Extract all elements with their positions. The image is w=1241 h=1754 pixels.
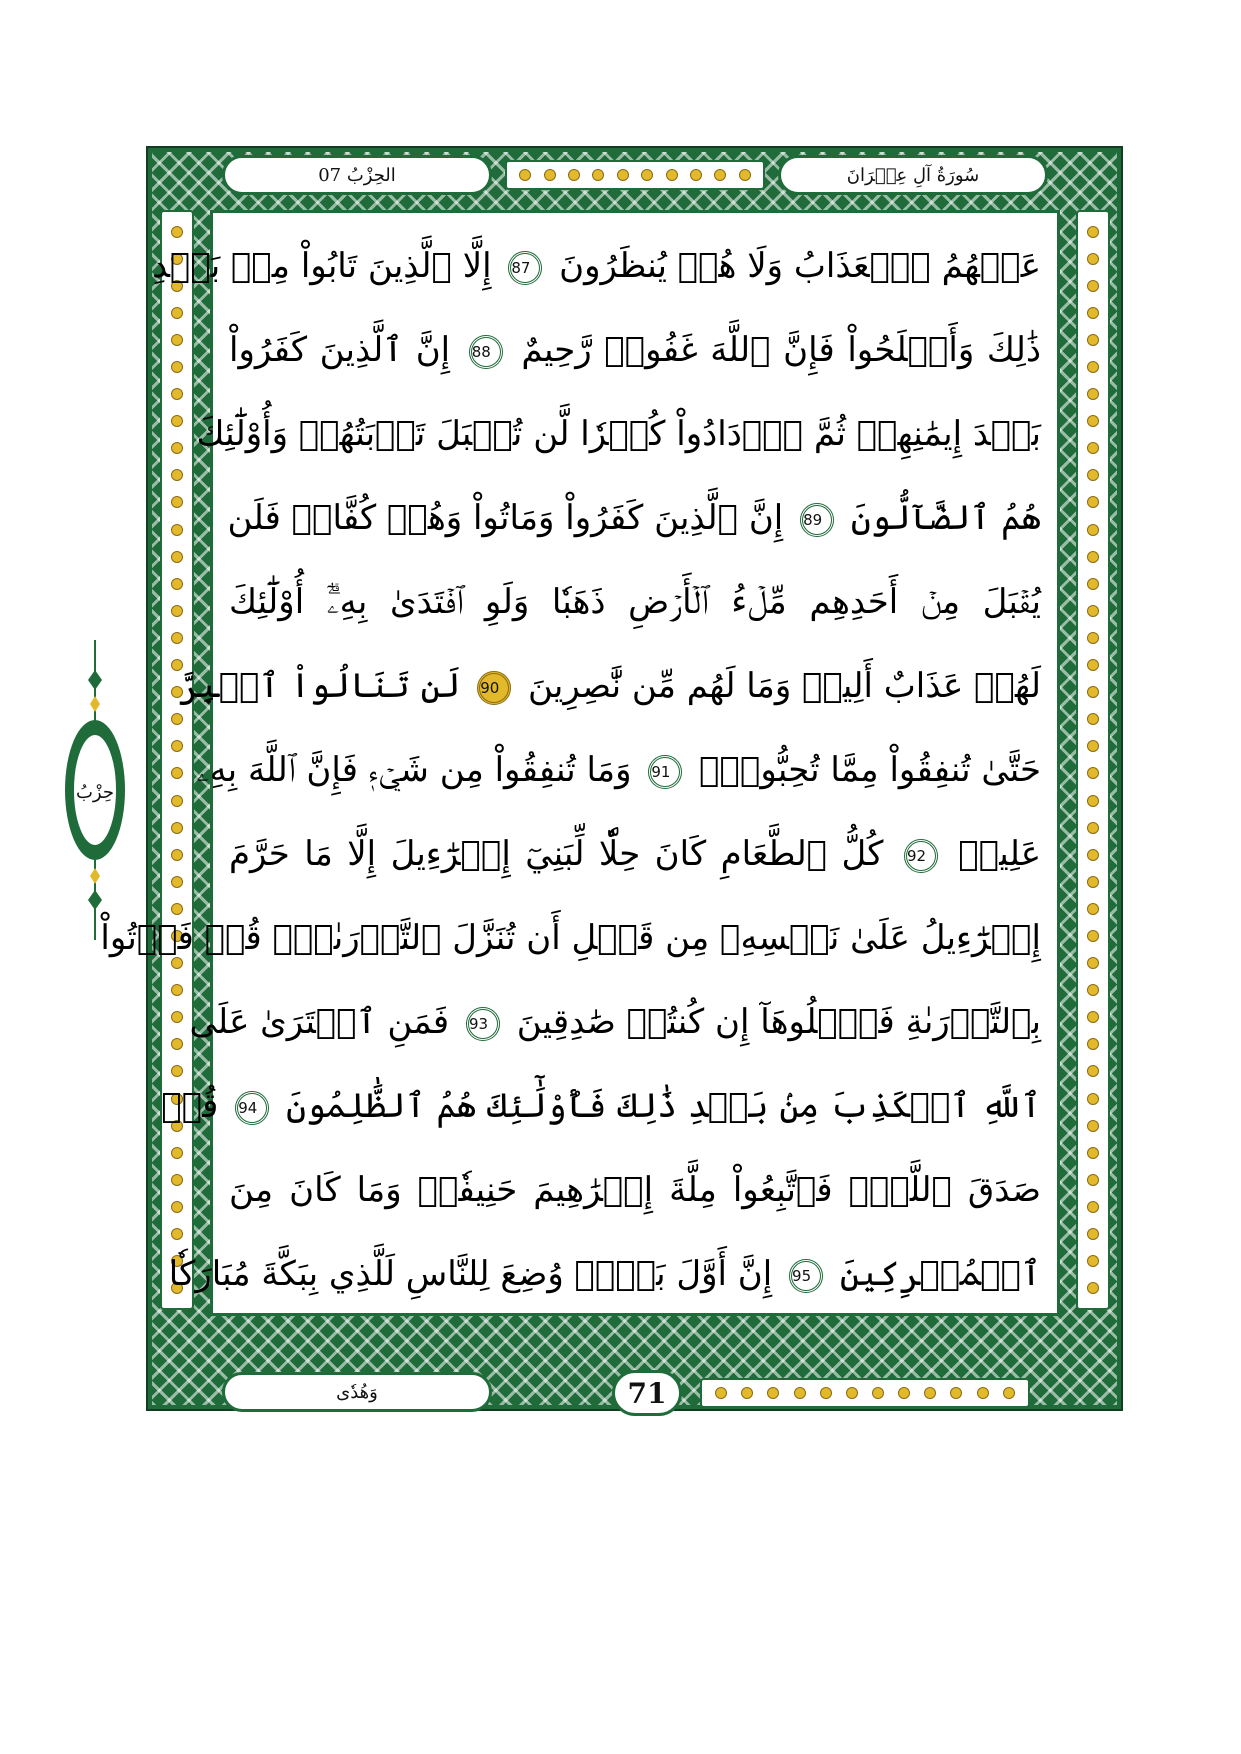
header-dots-band — [505, 160, 765, 190]
verse-text: ٱلۡمُشۡرِكِينَ — [839, 1254, 1041, 1294]
page-number-text: 71 — [627, 1376, 667, 1410]
verse-text: إِسۡرَٰٓءِيلُ عَلَىٰ نَفۡسِهِۦ مِن قَبۡلِ أَن تُنَزَّلَ ٱلتَّوۡرَىٰةُۚ قُلۡ فَأۡتُواْ — [100, 918, 1041, 958]
ornament-dot — [898, 1387, 910, 1399]
right-dots-band — [1076, 210, 1110, 1310]
text-line — [229, 809, 1041, 899]
ornament-dot — [1087, 226, 1099, 238]
ornament-dot — [739, 169, 751, 181]
ornament-dot — [641, 169, 653, 181]
ayah-number-marker: 93 — [466, 1007, 500, 1041]
text-line — [152, 221, 1041, 311]
verse-text: لَن تَنَالُواْ ٱلۡبِرَّ — [178, 666, 461, 706]
ornament-dot — [1087, 1282, 1099, 1294]
verse-text: عَنۡهُمُ ٱلۡعَذَابُ وَلَا هُمۡ يُنظَرُونَ — [559, 246, 1041, 286]
ornament-dot — [1087, 442, 1099, 454]
ornament-dot — [171, 551, 183, 563]
ornament-dot — [171, 795, 183, 807]
hizb-label: الحِزْبُ 07 — [318, 164, 396, 186]
text-line — [196, 389, 1041, 479]
ornament-dot — [1087, 1201, 1099, 1213]
ayah-number-marker: 88 — [469, 335, 503, 369]
verse-text: بَعۡدَ إِيمَٰنِهِمۡ ثُمَّ ٱزۡدَادُواْ كُفۡرٗا لَّن تُقۡبَلَ تَوۡبَتُهُمۡ وَأُوْلَٰٓئِكَ — [196, 414, 1041, 454]
text-line — [229, 305, 1041, 395]
ornament-dot — [820, 1387, 832, 1399]
ayah-number-marker: 87 — [508, 251, 542, 285]
ayah-number-marker-highlighted: 90 — [477, 671, 511, 705]
text-line — [229, 473, 1041, 563]
ornament-dot — [977, 1387, 989, 1399]
ornament-dot — [1087, 1093, 1099, 1105]
ornament-dot — [171, 578, 183, 590]
ornament-dot — [1087, 1065, 1099, 1077]
ornament-dot — [617, 169, 629, 181]
verse-text: وَمَا تُنفِقُواْ مِن شَيۡءٖ فَإِنَّ ٱللَّهَ بِهِۦ — [196, 750, 632, 790]
ayah-number-marker: 92 — [904, 839, 938, 873]
ornament-dot — [1087, 280, 1099, 292]
text-line — [161, 1061, 1041, 1151]
ornament-dot — [950, 1387, 962, 1399]
ornament-dot — [1087, 388, 1099, 400]
ornament-dot — [1087, 740, 1099, 752]
ayah-number-marker: 94 — [235, 1091, 269, 1125]
ornament-dot — [1087, 415, 1099, 427]
ornament-dot — [1087, 984, 1099, 996]
ornament-dot — [1087, 334, 1099, 346]
ornament-dot — [924, 1387, 936, 1399]
catchword: وَهُدٗى — [336, 1381, 378, 1403]
ornament-dot — [1003, 1387, 1015, 1399]
ornament-dot — [1087, 659, 1099, 671]
ornament-dot — [1087, 849, 1099, 861]
hizb-marker-icon — [60, 640, 130, 940]
verse-text: يُقۡبَلَ مِنۡ أَحَدِهِم مِّلۡءُ ٱلۡأَرۡضِ ذَهَبٗا وَلَوِ ٱفۡتَدَىٰ بِهِۦٓۗ أُوْلَٰٓئِكَ — [229, 582, 1041, 622]
ornament-dot — [592, 169, 604, 181]
ornament-dot — [1087, 551, 1099, 563]
ornament-dot — [741, 1387, 753, 1399]
ornament-dot — [1087, 1038, 1099, 1050]
ornament-dot — [690, 169, 702, 181]
verse-text: إِنَّ ٱلَّذِينَ كَفَرُواْ وَمَاتُواْ وَهُمۡ كُفَّارٞ فَلَن — [227, 498, 784, 538]
ornament-dot — [568, 169, 580, 181]
ornament-dot — [171, 1011, 183, 1023]
text-panel — [100, 210, 1060, 1316]
ornament-dot — [1087, 578, 1099, 590]
ornament-dot — [171, 469, 183, 481]
ornament-dot — [171, 388, 183, 400]
text-line — [178, 641, 1041, 731]
ornament-dot — [171, 984, 183, 996]
ornament-dot — [171, 524, 183, 536]
ornament-dot — [1087, 795, 1099, 807]
text-line — [196, 725, 1041, 815]
ornament-dot — [872, 1387, 884, 1399]
ornament-dot — [1087, 632, 1099, 644]
surah-label: سُورَةُ آلِ عِمۡرَانَ — [846, 164, 980, 186]
ornament-dot — [171, 1201, 183, 1213]
verse-text: صَدَقَ ٱللَّهُۗ فَٱتَّبِعُواْ مِلَّةَ إِبۡرَٰهِيمَ حَنِيفٗاۖ وَمَا كَانَ مِنَ — [229, 1170, 1041, 1210]
verse-text: قُلۡ — [161, 1086, 219, 1126]
ornament-dot — [1087, 713, 1099, 725]
ornament-dot — [171, 876, 183, 888]
surah-header — [778, 155, 1048, 195]
ornament-dot — [544, 169, 556, 181]
page-number — [612, 1370, 682, 1416]
verse-text: إِنَّ ٱلَّذِينَ كَفَرُواْ — [229, 330, 451, 370]
ayah-number-marker: 95 — [789, 1259, 823, 1293]
ornament-dot — [1087, 496, 1099, 508]
ornament-dot — [1087, 1120, 1099, 1132]
catchword-box — [222, 1372, 492, 1412]
ornament-dot — [171, 822, 183, 834]
ornament-dot — [1087, 361, 1099, 373]
ornament-dot — [1087, 469, 1099, 481]
ayah-number-marker: 91 — [648, 755, 682, 789]
ornament-dot — [171, 767, 183, 779]
ornament-dot — [1087, 1228, 1099, 1240]
text-line — [189, 977, 1041, 1067]
ornament-dot — [1087, 903, 1099, 915]
verse-text: حَتَّىٰ تُنفِقُواْ مِمَّا تُحِبُّونَۚ — [699, 750, 1041, 790]
ornament-dot — [794, 1387, 806, 1399]
ornament-dot — [1087, 767, 1099, 779]
ornament-dot — [171, 496, 183, 508]
text-line — [229, 1145, 1041, 1235]
verse-text: عَلِيمٞ — [958, 834, 1041, 874]
ornament-dot — [1087, 930, 1099, 942]
ornament-dot — [171, 442, 183, 454]
ornament-dot — [714, 169, 726, 181]
verse-text: لَهُمۡ عَذَابٌ أَلِيمٞ وَمَا لَهُم مِّن نَّٰصِرِينَ — [528, 666, 1041, 706]
ornament-dot — [1087, 1255, 1099, 1267]
ornament-dot — [846, 1387, 858, 1399]
ornament-dot — [666, 169, 678, 181]
verse-text: إِنَّ أَوَّلَ بَيۡتٖ وُضِعَ لِلنَّاسِ لَلَّذِي بِبَكَّةَ مُبَارَكٗا — [168, 1254, 773, 1294]
text-line — [100, 893, 1041, 983]
text-line — [168, 1229, 1041, 1319]
ornament-dot — [1087, 957, 1099, 969]
ornament-dot — [1087, 605, 1099, 617]
ornament-dot — [171, 849, 183, 861]
ornament-dot — [1087, 822, 1099, 834]
ornament-dot — [1087, 686, 1099, 698]
hizb-header — [222, 155, 492, 195]
verse-text: ذَٰلِكَ وَأَصۡلَحُواْ فَإِنَّ ٱللَّهَ غَفُورٞ رَّحِيمٌ — [521, 330, 1042, 370]
verse-text: إِلَّا ٱلَّذِينَ تَابُواْ مِنۢ بَعۡدِ — [152, 246, 492, 286]
ornament-dot — [1087, 307, 1099, 319]
ornament-dot — [1087, 524, 1099, 536]
ornament-dot — [1087, 253, 1099, 265]
ornament-dot — [1087, 876, 1099, 888]
ornament-dot — [1087, 1174, 1099, 1186]
ornament-dot — [171, 334, 183, 346]
ornament-dot — [171, 1174, 183, 1186]
ornament-dot — [1087, 1147, 1099, 1159]
ornament-dot — [519, 169, 531, 181]
ornament-dot — [171, 361, 183, 373]
ornament-dot — [171, 605, 183, 617]
hizb-marker-label: حِزْبُ — [75, 782, 115, 803]
ornament-dot — [715, 1387, 727, 1399]
verse-text: هُمُ ٱلضَّآلُّونَ — [850, 498, 1041, 538]
ornament-dot — [171, 1038, 183, 1050]
footer-dots-band — [700, 1378, 1030, 1408]
verse-text: كُلُّ ٱلطَّعَامِ كَانَ حِلّٗا لِّبَنِيٓ إِسۡرَٰٓءِيلَ إِلَّا مَا حَرَّمَ — [229, 834, 884, 874]
ornament-dot — [171, 415, 183, 427]
text-line — [229, 557, 1041, 647]
ornament-dot — [171, 740, 183, 752]
verse-text: بِٱلتَّوۡرَىٰةِ فَٱتۡلُوهَآ إِن كُنتُمۡ صَٰدِقِينَ — [516, 1002, 1041, 1042]
ornament-dot — [1087, 1011, 1099, 1023]
ayah-number-marker: 89 — [800, 503, 834, 537]
ornament-dot — [767, 1387, 779, 1399]
verse-text: ٱللَّهِ ٱلۡكَذِبَ مِنۢ بَعۡدِ ذَٰلِكَ فَأُوْلَٰٓئِكَ هُمُ ٱلظَّٰلِمُونَ — [286, 1086, 1041, 1126]
verse-text: فَمَنِ ٱفۡتَرَىٰ عَلَى — [189, 1002, 450, 1042]
